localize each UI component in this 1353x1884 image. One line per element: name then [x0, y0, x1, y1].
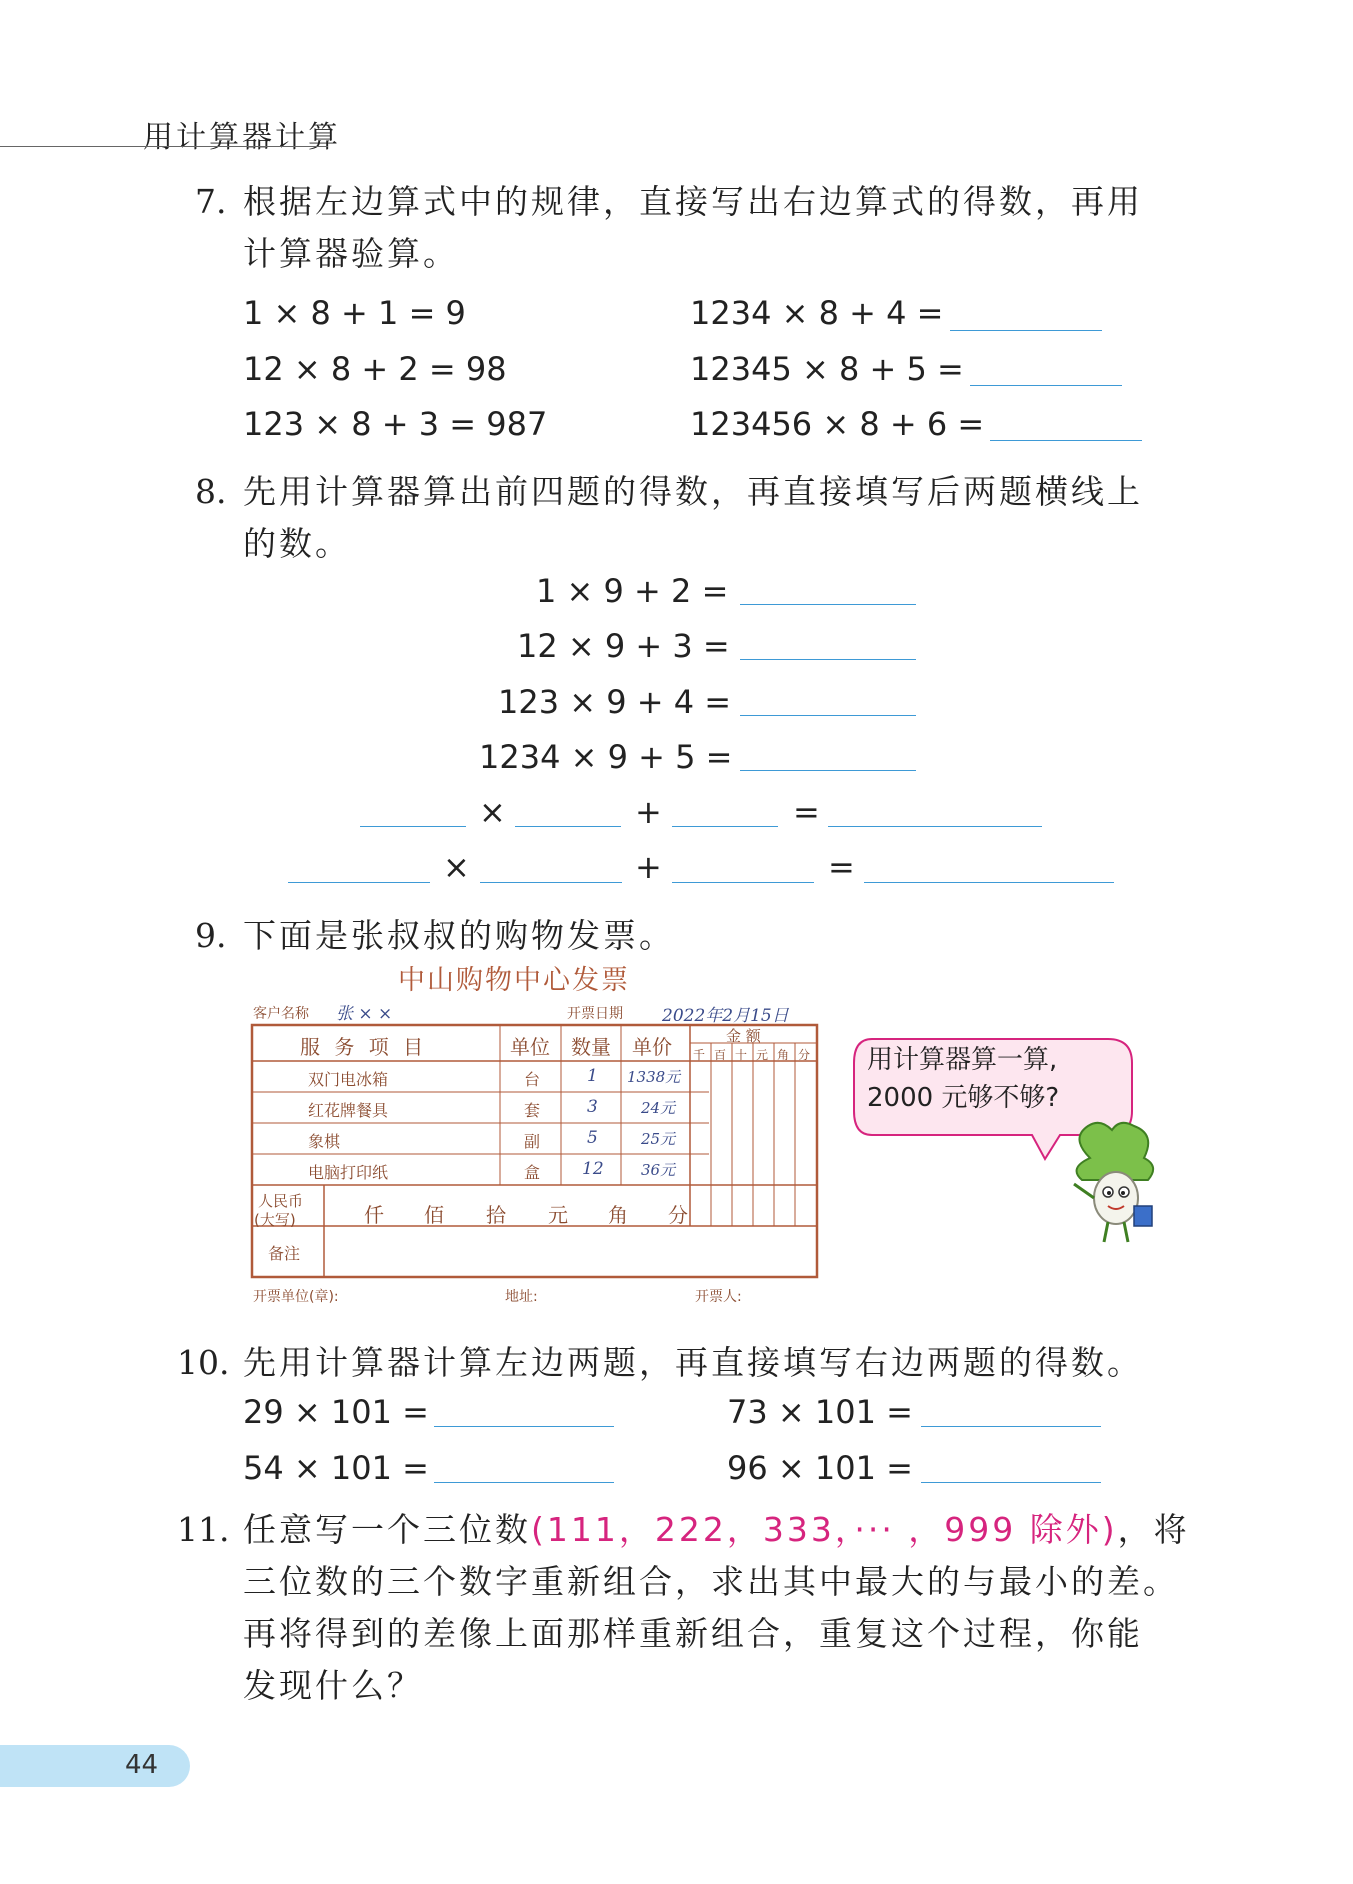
- invoice-row-qty: 1: [587, 1066, 598, 1086]
- invoice-row-price: 36元: [641, 1161, 676, 1179]
- invoice-remark-label: 备注: [268, 1244, 301, 1263]
- q7-left-eq-3: 123 × 8 + 3 = 987: [243, 405, 548, 443]
- q11-line4: 发现什么？: [243, 1666, 423, 1705]
- q8-row5-blank-b[interactable]: [515, 826, 621, 827]
- q11-line2: 三位数的三个数字重新组合，求出其中最大的与最小的差。: [243, 1562, 1179, 1601]
- q10-left-eq-1: 29 × 101 =: [243, 1393, 429, 1431]
- invoice-customer-value: 张 × ×: [336, 1004, 393, 1024]
- q11-text-a: 任意写一个三位数: [243, 1510, 531, 1549]
- invoice-rmb-unit: 佰: [424, 1203, 444, 1227]
- q7-right-eq-1: 1234 × 8 + 4 =: [690, 294, 944, 332]
- invoice-footer-person: 开票人:: [695, 1289, 742, 1305]
- q8-row6-blank-a[interactable]: [288, 882, 430, 883]
- q8-eq-4: 1234 × 9 + 5 =: [479, 738, 733, 776]
- q10-right-eq-2: 96 × 101 =: [727, 1449, 913, 1487]
- q7-right-eq-2: 12345 × 8 + 5 =: [690, 350, 964, 388]
- invoice-row-price: 1338元: [627, 1068, 681, 1086]
- q8-row5-blank-c[interactable]: [672, 826, 778, 827]
- q11-line3: 再将得到的差像上面那样重新组合，重复这个过程，你能: [243, 1614, 1143, 1653]
- q10-answer-blank-1[interactable]: [434, 1426, 614, 1427]
- invoice-row-unit: 盒: [524, 1163, 541, 1182]
- q8-answer-blank-4[interactable]: [740, 770, 916, 771]
- invoice-rmb-unit: 仟: [364, 1203, 384, 1227]
- invoice-customer-label: 客户名称: [253, 1006, 309, 1022]
- invoice-title: 中山购物中心发票: [398, 965, 630, 996]
- invoice-row-unit: 台: [524, 1070, 541, 1089]
- invoice-row-item: 双门电冰箱: [308, 1070, 389, 1089]
- q8-eq-3: 123 × 9 + 4 =: [498, 683, 732, 721]
- invoice-amount-sub-yuan: 元: [756, 1048, 769, 1062]
- invoice-row-unit: 套: [524, 1101, 541, 1120]
- invoice-amount-sub-jiao: 角: [777, 1048, 790, 1062]
- q10-answer-blank-2[interactable]: [434, 1482, 614, 1483]
- q11-line1: [243, 1504, 1190, 1556]
- invoice-row-qty: 3: [587, 1097, 598, 1117]
- q7-answer-blank-1[interactable]: [950, 330, 1102, 331]
- invoice-row-item: 象棋: [308, 1132, 341, 1151]
- invoice-rmb-unit: 拾: [486, 1203, 506, 1227]
- page-number-tab: [0, 1745, 190, 1787]
- invoice-date-value: 2022年2月15日: [662, 1006, 789, 1026]
- invoice-row-qty: 12: [582, 1159, 604, 1179]
- q9-number: 9.: [195, 916, 227, 955]
- invoice-col-item: 服 务 项 目: [300, 1035, 428, 1059]
- q8-answer-blank-2[interactable]: [740, 659, 916, 660]
- q8-answer-blank-1[interactable]: [740, 604, 916, 605]
- invoice-row-item: 红花牌餐具: [308, 1101, 389, 1120]
- q8-row6-times: ×: [443, 848, 470, 886]
- cabbage-mascot-icon: [1060, 1118, 1170, 1248]
- invoice-col-price: 单价: [632, 1035, 672, 1059]
- invoice-rmb-label-2: (大写): [254, 1211, 296, 1229]
- invoice-col-amount: 金 额: [726, 1027, 761, 1045]
- invoice-col-unit: 单位: [510, 1035, 550, 1059]
- invoice-date-label: 开票日期: [567, 1006, 623, 1022]
- q7-number: 7.: [195, 182, 227, 221]
- q8-row6-equals: =: [828, 848, 855, 886]
- q10-answer-blank-3[interactable]: [921, 1426, 1101, 1427]
- invoice-row-unit: 副: [524, 1132, 541, 1151]
- q10-right-eq-1: 73 × 101 =: [727, 1393, 913, 1431]
- invoice-row-price: 24元: [641, 1099, 676, 1117]
- q7-left-eq-2: 12 × 8 + 2 = 98: [243, 350, 507, 388]
- invoice-amount-sub-bai: 百: [714, 1048, 727, 1062]
- q7-answer-blank-2[interactable]: [970, 385, 1122, 386]
- q8-number: 8.: [195, 472, 227, 511]
- q11-number: 11.: [177, 1510, 230, 1549]
- q8-text-line1: 先用计算器算出前四题的得数，再直接填写后两题横线上: [243, 472, 1143, 511]
- q8-row6-plus: +: [635, 848, 662, 886]
- bubble-line2: 2000 元够不够?: [867, 1083, 1060, 1113]
- q8-row5-blank-a[interactable]: [360, 826, 466, 827]
- q7-answer-blank-3[interactable]: [990, 440, 1142, 441]
- q8-text-line2: 的数。: [243, 524, 351, 563]
- q8-eq-2: 12 × 9 + 3 =: [517, 627, 730, 665]
- q7-right-eq-3: 123456 × 8 + 6 =: [690, 405, 985, 443]
- invoice-rmb-unit: 分: [668, 1203, 688, 1227]
- invoice-amount-sub-qian: 千: [693, 1048, 706, 1062]
- section-title: 用计算器计算: [143, 120, 341, 155]
- q8-row6-blank-c[interactable]: [672, 882, 814, 883]
- invoice-row-price: 25元: [641, 1130, 676, 1148]
- bubble-line1: 用计算器算一算,: [867, 1045, 1058, 1075]
- q11-exclusion-note: (111，222，333，··· ，999 除外): [531, 1510, 1118, 1549]
- header-rule: [0, 146, 328, 147]
- q8-row6-blank-result[interactable]: [864, 882, 1114, 883]
- invoice-amount-sub-shi: 十: [735, 1048, 748, 1062]
- invoice-col-qty: 数量: [571, 1035, 611, 1059]
- q8-row5-times: ×: [479, 793, 506, 831]
- q8-answer-blank-3[interactable]: [740, 715, 916, 716]
- q9-text: 下面是张叔叔的购物发票。: [243, 916, 675, 955]
- invoice-rmb-unit: 元: [548, 1203, 568, 1227]
- q11-text-b: ，将: [1117, 1510, 1190, 1549]
- invoice-amount-sub-fen: 分: [798, 1048, 811, 1062]
- q10-left-eq-2: 54 × 101 =: [243, 1449, 429, 1487]
- invoice-row-qty: 5: [587, 1128, 598, 1148]
- invoice-footer-issuer: 开票单位(章):: [253, 1289, 339, 1305]
- q8-eq-1: 1 × 9 + 2 =: [536, 572, 729, 610]
- q10-answer-blank-4[interactable]: [921, 1482, 1101, 1483]
- q7-text-line1: 根据左边算式中的规律，直接写出右边算式的得数，再用: [243, 182, 1143, 221]
- q7-text-line2: 计算器验算。: [243, 234, 459, 273]
- q10-text: 先用计算器计算左边两题，再直接填写右边两题的得数。: [243, 1343, 1143, 1382]
- q10-number: 10.: [177, 1343, 230, 1382]
- q8-row5-plus: +: [635, 793, 662, 831]
- q7-left-eq-1: 1 × 8 + 1 = 9: [243, 294, 466, 332]
- page-number: 44: [125, 1750, 159, 1780]
- q8-row5-blank-result[interactable]: [828, 826, 1042, 827]
- invoice-row-item: 电脑打印纸: [308, 1163, 389, 1182]
- invoice-rmb-label: 人民币: [258, 1192, 304, 1210]
- invoice-footer-address: 地址:: [505, 1289, 538, 1305]
- q8-row5-equals: =: [793, 793, 820, 831]
- q8-row6-blank-b[interactable]: [480, 882, 622, 883]
- invoice-rmb-unit: 角: [608, 1203, 628, 1227]
